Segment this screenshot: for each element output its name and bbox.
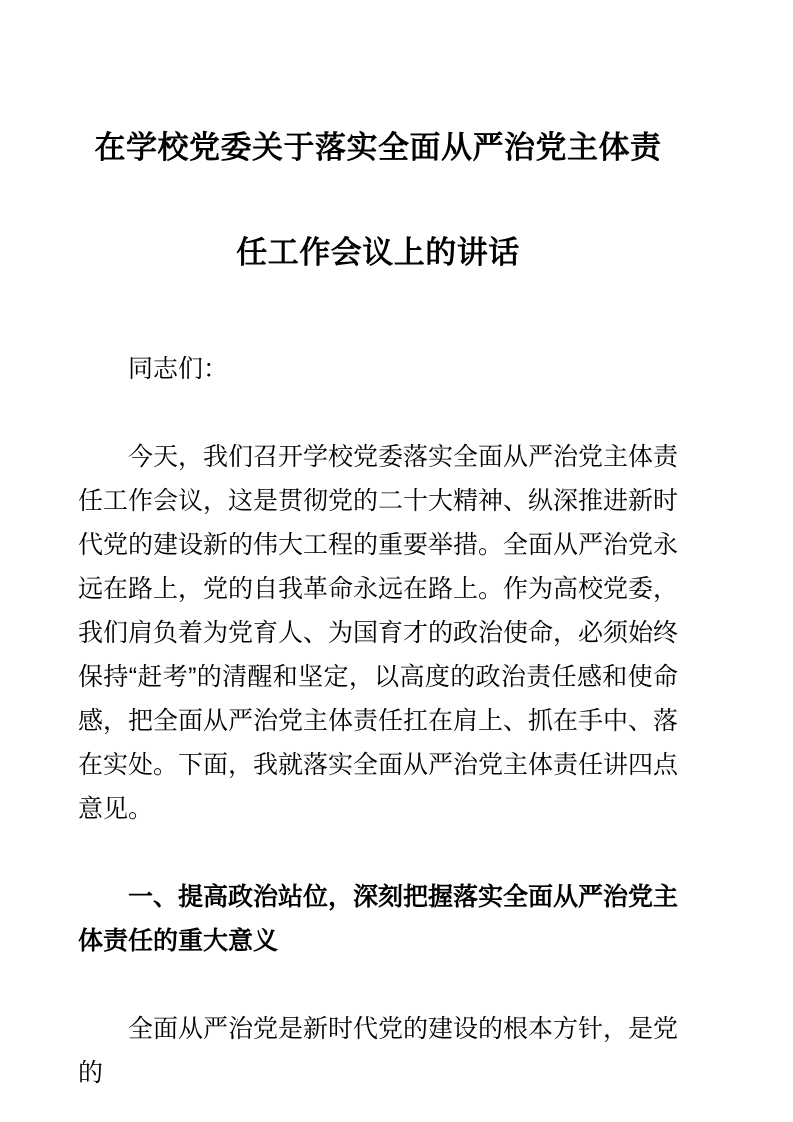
title-block [78, 0, 678, 305]
page-title-line-2: 任工作会议上的讲话 [236, 235, 520, 270]
paragraph-opening: 今天，我们召开学校党委落实全面从严治党主体责任工作会议，这是贯彻党的二十大精神、纵深推进新时代党的建设新的伟大工程的重要举措。全面从严治党永远在路上，党的自我革命永远在路上。作为高校党委，我们肩负着为党育人、为国育才的政治使命，必须始终保持“赶考”的清醒和坚定，以高度的政治责任感和使命感，把全面从严治党主体责任扛在肩上、抓在手中、落在实处。下面，我就落实全面从严治党主体责任讲四点意见。 [78, 443, 679, 823]
section-heading-one: 一、提高政治站位，深刻把握落实全面从严治党主体责任的重大意义 [78, 883, 679, 955]
page-title [78, 95, 678, 305]
body-block [78, 305, 678, 1095]
salutation: 同志们： [128, 355, 229, 383]
page-title-line-1: 在学校党委关于落实全面从严治党主体责 [94, 130, 662, 165]
document-content [78, 0, 678, 1095]
paragraph-section-one-body: 全面从严治党是新时代党的建设的根本方针，是党的 [78, 1015, 679, 1087]
